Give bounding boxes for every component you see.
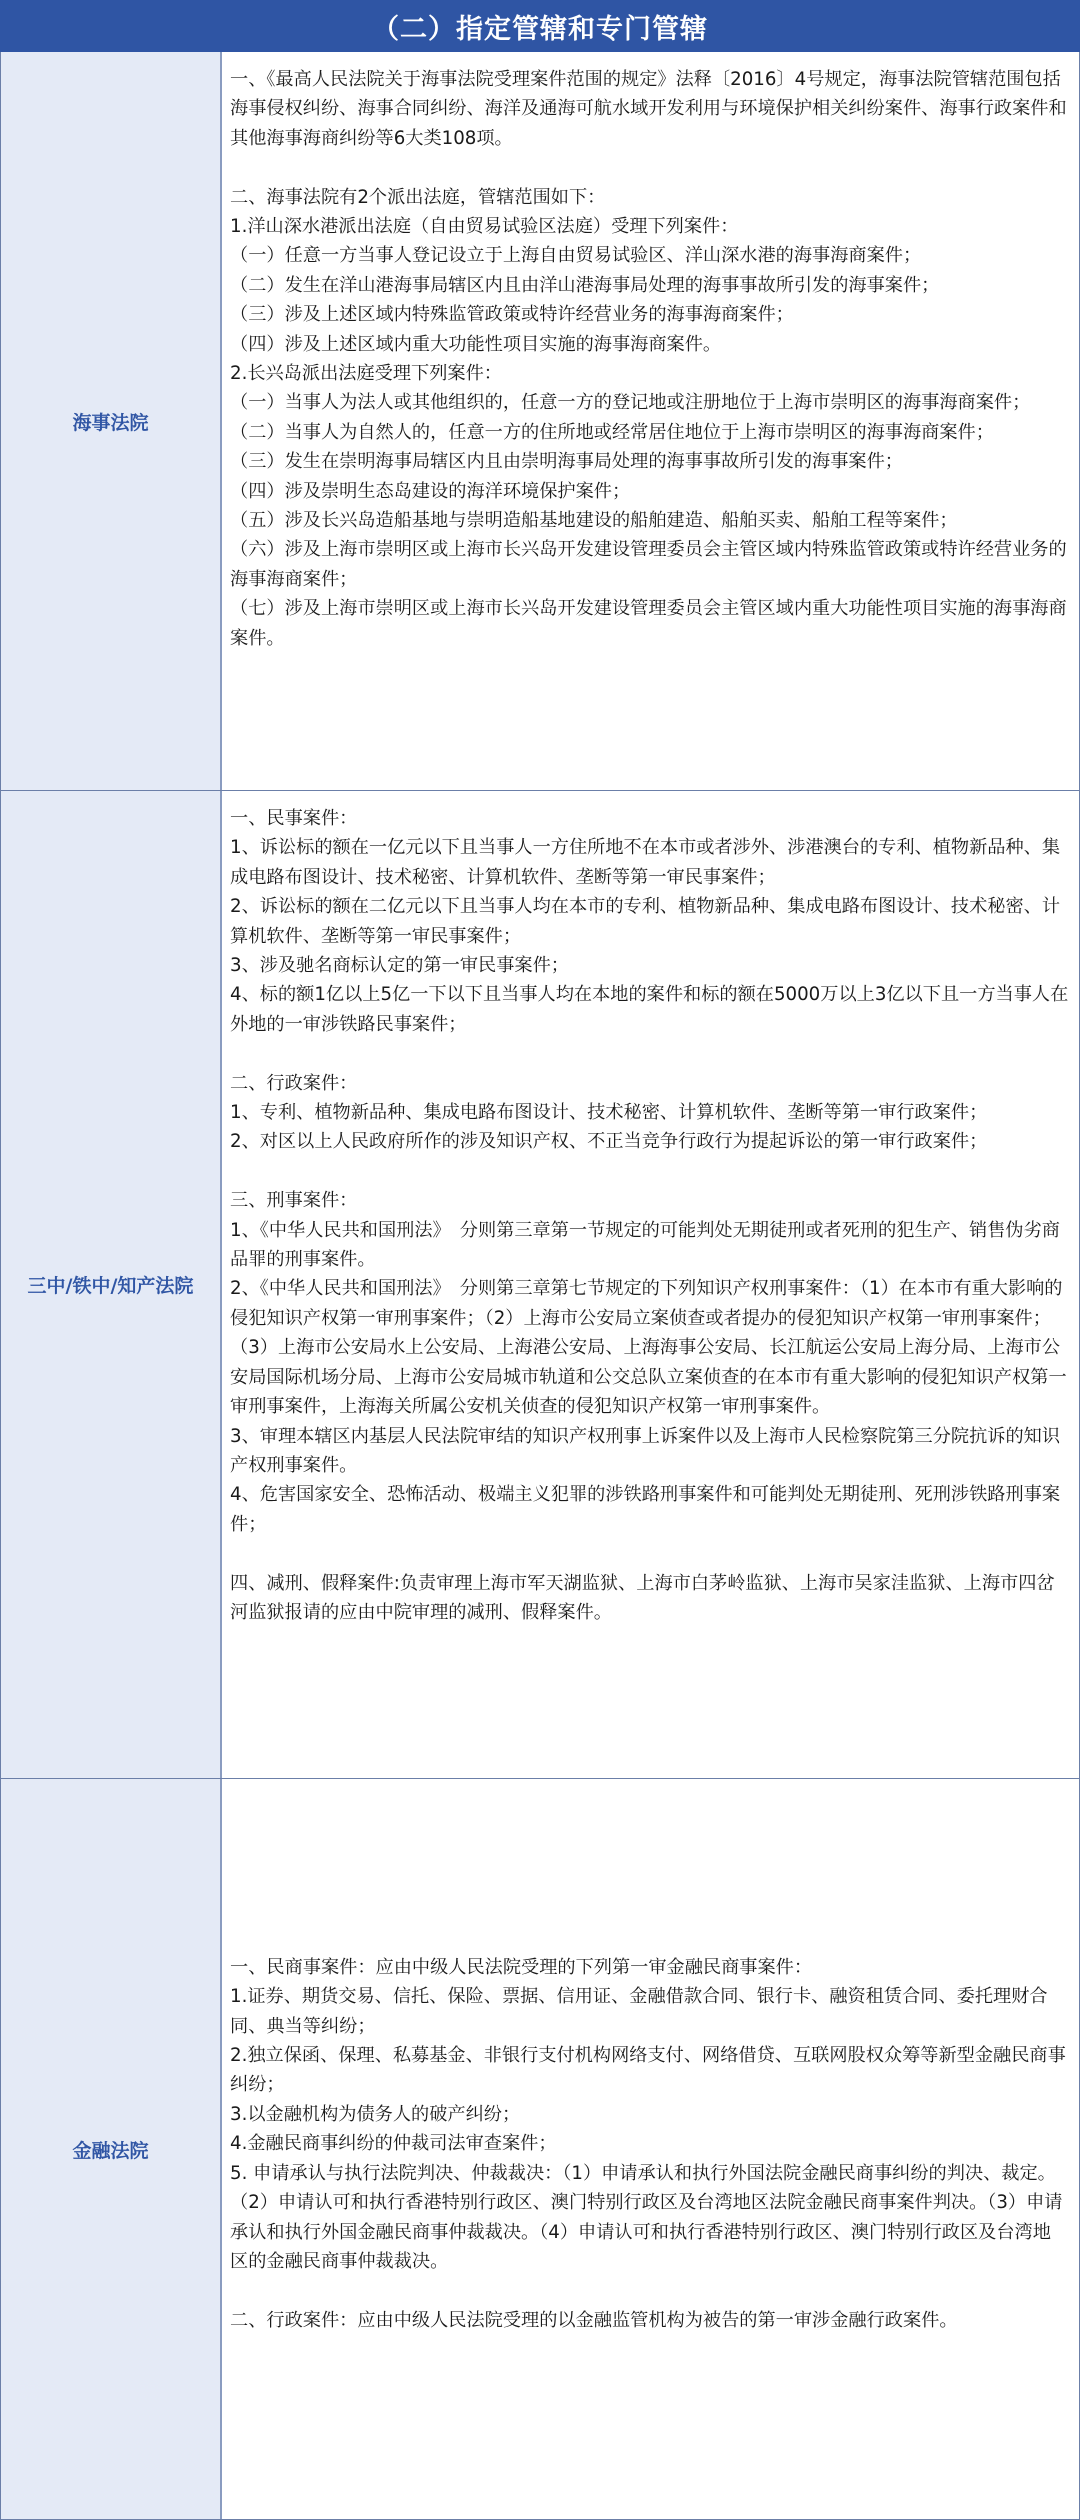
table-row-financial-court: [1, 1779, 1079, 2520]
content-line: [230, 2276, 1069, 2305]
content-line: （一）任意一方当事人登记设立于上海自由贸易试验区、洋山深水港的海事海商案件；: [230, 245, 922, 267]
content-line: [230, 153, 1069, 182]
content-line: 二、行政案件：: [230, 1072, 358, 1094]
content-line: [230, 1157, 1069, 1186]
content-line: 3、审理本辖区内基层人民法院审结的知识产权刑事上诉案件以及上海市人民检察院第三分院抗诉的知识产权刑事案件。: [230, 1425, 1061, 1476]
content-line: 四、减刑、假释案件:负责审理上海市军天湖监狱、上海市白茅岭监狱、上海市吴家洼监狱、上海市四岔河监狱报请的应由中院审理的减刑、假释案件。: [230, 1572, 1055, 1623]
content-line: 一、《最高人民法院关于海事法院受理案件范围的规定》法释〔2016〕4号规定，海事法院管辖范围包括海事侵权纠纷、海事合同纠纷、海洋及通海可航水域开发利用与环境保护相关纠纷案件、海事行政案件和其他海事海商纠纷等6大类108项。: [230, 69, 1067, 149]
content-line: [230, 1039, 1069, 1068]
row-label-maritime-court: 海事法院: [1, 52, 222, 790]
content-line: 2、诉讼标的额在二亿元以下且当事人均在本市的专利、植物新品种、集成电路布图设计、技术秘密、计算机软件、垄断等第一审民事案件；: [230, 896, 1061, 947]
content-line: （二）当事人为自然人的，任意一方的住所地或经常居住地位于上海市崇明区的海事海商案件；: [230, 421, 994, 443]
content-line: 一、民商事案件：应由中级人民法院受理的下列第一审金融民商事案件：: [230, 1956, 813, 1978]
content-line: （四）涉及上述区域内重大功能性项目实施的海事海商案件。: [230, 333, 722, 355]
content-line: 1、《中华人民共和国刑法》 分则第三章第一节规定的可能判处无期徒刑或者死刑的犯生产、销售伪劣商品罪的刑事案件。: [230, 1219, 1060, 1271]
content-line: 三、刑事案件：: [230, 1190, 358, 1212]
row-label-financial-court: 金融法院: [1, 1779, 222, 2519]
content-line: 2、《中华人民共和国刑法》 分则第三章第七节规定的下列知识产权刑事案件：（1）在本市有重大影响的侵犯知识产权第一审刑事案件；（2）上海市公安局立案侦查或者提办的侵犯知识产权第一审刑事案件；（3）上海市公安局水上公安局、上海港公安局、上海海事公安局、长江航运公安局上海分局、上海市公安局国际机场分局、上海市公安局城市轨道和公交总队立案侦查的在本市有重大影响的侵犯知识产权第一审刑事案件，上海海关所属公安机关侦查的侵犯知识产权第一审刑事案件。: [230, 1278, 1067, 1418]
content-line: 2.独立保函、保理、私募基金、非银行支付机构网络支付、网络借贷、互联网股权众筹等新型金融民商事纠纷；: [230, 2045, 1066, 2096]
content-line: [230, 1539, 1069, 1568]
content-line: （七）涉及上海市崇明区或上海市长兴岛开发建设管理委员会主管区域内重大功能性项目实施的海事海商案件。: [230, 598, 1067, 649]
table-title: （二）指定管辖和专门管辖: [0, 0, 1080, 52]
content-line: 一、民事案件：: [230, 808, 358, 829]
content-line: 2、对区以上人民政府所作的涉及知识产权、不正当竞争行政行为提起诉讼的第一审行政案件；: [230, 1131, 988, 1153]
table-row-maritime-court: [1, 52, 1079, 791]
content-line: 二、海事法院有2个派出法庭，管辖范围如下：: [230, 186, 606, 208]
content-line: 1、诉讼标的额在一亿元以下且当事人一方住所地不在本市或者涉外、涉港澳台的专利、植物新品种、集成电路布图设计、技术秘密、计算机软件、垄断等第一审民事案件；: [230, 837, 1061, 888]
content-line: （一）当事人为法人或其他组织的，任意一方的登记地或注册地位于上海市崇明区的海事海商案件；: [230, 392, 1031, 414]
content-line: 1.洋山深水港派出法庭（自由贸易试验区法庭）受理下列案件：: [230, 216, 739, 238]
table-row-third-intermediate-court: [1, 791, 1079, 1779]
jurisdiction-table: [0, 52, 1080, 2520]
content-line: （四）涉及崇明生态岛建设的海洋环境保护案件；: [230, 480, 631, 502]
content-line: 4、危害国家安全、恐怖活动、极端主义犯罪的涉铁路刑事案件和可能判处无期徒刑、死刑涉铁路刑事案件；: [230, 1484, 1061, 1535]
content-line: （三）涉及上述区域内特殊监管政策或特许经营业务的海事海商案件；: [230, 304, 794, 326]
content-line: 3.以金融机构为债务人的破产纠纷；: [230, 2103, 521, 2125]
content-line: （二）发生在洋山港海事局辖区内且由洋山港海事局处理的海事事故所引发的海事案件；: [230, 274, 940, 296]
content-line: 3、涉及驰名商标认定的第一审民事案件；: [230, 955, 569, 977]
row-content-financial-court: [222, 1779, 1079, 2519]
content-line: （五）涉及长兴岛造船基地与崇明造船基地建设的船舶建造、船舶买卖、船舶工程等案件；: [230, 510, 958, 532]
content-line: （六）涉及上海市崇明区或上海市长兴岛开发建设管理委员会主管区域内特殊监管政策或特许经营业务的海事海商案件；: [230, 539, 1067, 590]
content-line: 5. 申请承认与执行法院判决、仲裁裁决：（1）申请承认和执行外国法院金融民商事纠纷的判决、裁定。（2）申请认可和执行香港特别行政区、澳门特别行政区及台湾地区法院金融民商事案件判决。（3）申请承认和执行外国金融民商事仲裁裁决。（4）申请认可和执行香港特别行政区、澳门特别行政区及台湾地区的金融民商事仲裁裁决。: [230, 2162, 1063, 2272]
content-line: 1.证券、期货交易、信托、保险、票据、信用证、金融借款合同、银行卡、融资租赁合同、委托理财合同、典当等纠纷；: [230, 1986, 1048, 2037]
content-line: 二、行政案件：应由中级人民法院受理的以金融监管机构为被告的第一审涉金融行政案件。: [230, 2309, 958, 2331]
content-line: 4.金融民商事纠纷的仲裁司法审查案件；: [230, 2133, 557, 2155]
content-line: 4、标的额1亿以上5亿一下以下且当事人均在本地的案件和标的额在5000万以上3亿以下且一方当事人在外地的一审涉铁路民事案件；: [230, 984, 1069, 1035]
content-line: 1、专利、植物新品种、集成电路布图设计、技术秘密、计算机软件、垄断等第一审行政案件；: [230, 1102, 988, 1124]
content-line: （三）发生在崇明海事局辖区内且由崇明海事局处理的海事事故所引发的海事案件；: [230, 451, 903, 473]
row-content-third-intermediate-court: [222, 791, 1079, 1778]
row-content-maritime-court: [222, 52, 1079, 790]
row-label-third-intermediate-court: 三中/铁中/知产法院: [1, 791, 222, 1778]
content-line: 2.长兴岛派出法庭受理下列案件：: [230, 363, 502, 385]
